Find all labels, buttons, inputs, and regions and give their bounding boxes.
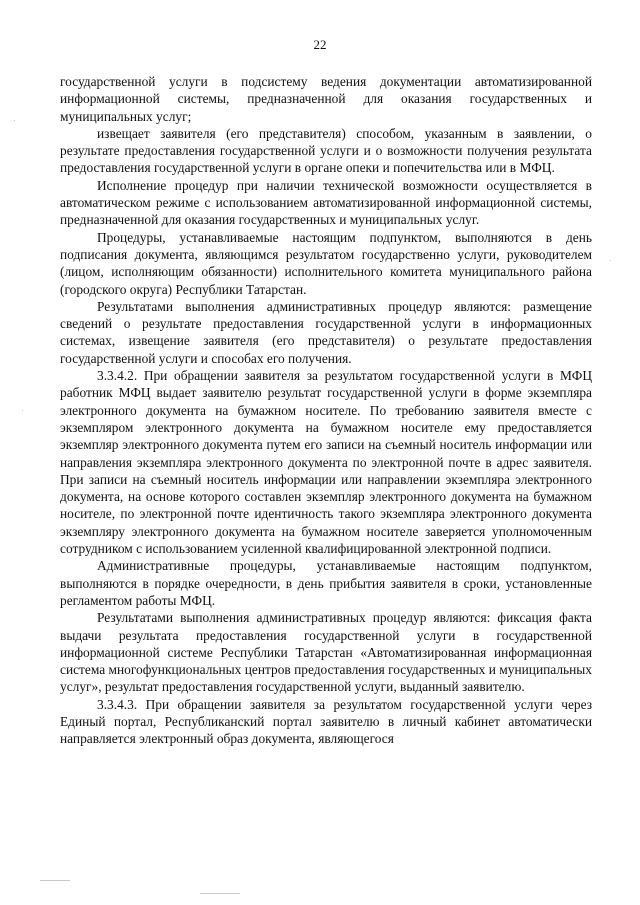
paragraph-7: Административные процедуры, устанавливаемые настоящим подпунктом, выполняются в порядке очередности, в день прибытия заявителя в сроки, установленные регламентом работы МФЦ.: [60, 558, 592, 608]
scan-speck: [22, 410, 23, 411]
paragraph-5: Результатами выполнения административных процедур являются: размещение сведений о результате предоставления государственной услуги в информационных системах, извещение заявителя (его представителя) о результате предоставления государственной услуги и способах его получения.: [60, 298, 592, 366]
paragraph-8: Результатами выполнения административных процедур являются: фиксация факта выдачи результата предоставления государственной услуги в государственной информационной системе Республики Татарстан «Автоматизированная информационная система многофункциональных центров предоставления государственных и муниципальных услуг», результат предоставления государственной услуги, выданный заявителю.: [60, 610, 592, 695]
paragraph-2: извещает заявителя (его представителя) способом, указанным в заявлении, о результате предоставления государственной услуги и о возможности получения результата предоставления государственной услуги в органе опеки и попечительства или в МФЦ.: [60, 125, 592, 176]
document-body: [60, 73, 592, 748]
scan-speck: [200, 893, 240, 894]
paragraph-4: Процедуры, устанавливаемые настоящим подпунктом, выполняются в день подписания документа, являющимся результатом государственно услуги, руководителем (лицом, исполняющим обязанности) исполнительного комитета муниципального района (городского округа) Республики Татарстан.: [60, 229, 592, 297]
paragraph-3: Исполнение процедур при наличии технической возможности осуществляется в автоматическом режиме с использованием автоматизированной информационной системы, предназначенной для оказания государственных и муниципальных услуг.: [60, 177, 592, 228]
scan-speck: [40, 880, 70, 881]
scan-speck: [610, 260, 611, 261]
paragraph-1: государственной услуги в подсистему ведения документации автоматизированной информационной системы, предназначенной для оказания государственных и муниципальных услуг;: [60, 74, 592, 124]
page-number: 22: [313, 37, 327, 52]
paragraph-6: 3.3.4.2. При обращении заявителя за результатом государственной услуги в МФЦ работник МФЦ выдает заявителю результат государственной услуги в форме экземпляра электронного документа на бумажном носителе. По требованию заявителя вместе с экземпляром электронного документа на бумажном носителе ему предоставляется экземпляр электронного документа путем его записи на съемный носитель информации или направления экземпляра электронного документа по электронной почте в адрес заявителя. При записи на съемный носитель информации или направлении экземпляра электронного документа, на основе которого составлен экземпляр электронного документа на бумажном носителе, по электронной почте идентичность такого экземпляра электронного документа экземпляру электронного документа на бумажном носителе заверяется уполномоченным сотрудником с использованием усиленной квалифицированной электронной подписи.: [60, 368, 592, 557]
paragraph-9: 3.3.4.3. При обращении заявителя за результатом государственной услуги через Единый портал, Республиканский портал заявителю в личный кабинет автоматически направляется электронный образ документа, являющегося: [60, 696, 592, 747]
scan-speck: [14, 120, 15, 121]
